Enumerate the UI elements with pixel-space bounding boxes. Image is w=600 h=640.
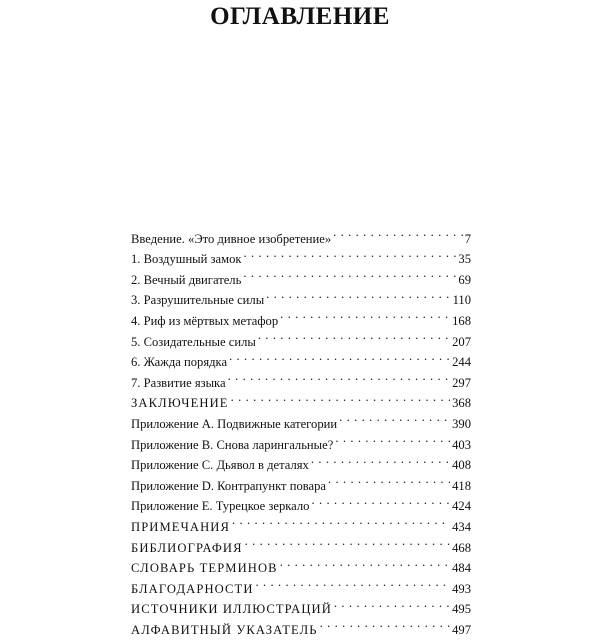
toc-entry-title: 1. Воздушный замок (131, 252, 242, 267)
toc-entry-page-number: 424 (452, 499, 471, 514)
toc-entry-page-number: 168 (452, 313, 471, 328)
toc-dot-leader (229, 346, 450, 367)
page-title: ОГЛАВЛЕНИЕ (210, 3, 390, 30)
toc-dot-leader (256, 572, 451, 593)
toc-dot-leader (243, 263, 456, 284)
toc-entry-title: БИБЛИОГРАФИЯ (131, 540, 243, 555)
toc-entry-page-number: 7 (464, 231, 471, 246)
toc-entry-title: ИСТОЧНИКИ ИЛЛЮСТРАЦИЙ (131, 602, 332, 617)
toc-entry-page-number: 484 (452, 561, 471, 576)
toc-entry-title: 6. Жажда порядка (131, 355, 228, 370)
toc-dot-leader (280, 552, 450, 573)
toc-entry-title: 2. Вечный двигатель (131, 272, 242, 287)
toc-entry-page-number: 495 (452, 602, 471, 617)
toc-entry-title: СЛОВАРЬ ТЕРМИНОВ (131, 561, 278, 576)
toc-dot-leader (311, 449, 450, 470)
toc-entry-page-number: 297 (452, 375, 471, 390)
toc-dot-leader (339, 407, 450, 428)
toc-dot-leader (258, 325, 450, 346)
toc-dot-leader (243, 243, 456, 264)
toc-entry-page-number: 468 (452, 540, 471, 555)
toc-entry-page-number: 110 (452, 293, 471, 308)
toc-entry-page-number: 69 (458, 272, 471, 287)
toc-entry[interactable] (131, 222, 471, 246)
toc-entry-title: 7. Развитие языка (131, 375, 226, 390)
toc-entry-page-number: 418 (452, 478, 471, 493)
toc-dot-leader (280, 304, 450, 325)
toc-dot-leader (328, 469, 450, 490)
toc-dot-leader (232, 510, 450, 531)
toc-entry-title: БЛАГОДАРНОСТИ (131, 581, 254, 596)
toc-entry-title: 4. Риф из мёртвых метафор (131, 313, 279, 328)
toc-entry-page-number: 35 (458, 252, 471, 267)
toc-dot-leader (311, 490, 450, 511)
toc-entry-title: Приложение C. Дьявол в деталях (131, 458, 309, 473)
toc-entry-page-number: 368 (452, 396, 471, 411)
toc-dot-leader (266, 284, 450, 305)
toc-entry-page-number: 497 (452, 622, 471, 637)
toc-dot-leader (228, 366, 451, 387)
toc-entry-title: Приложение D. Контрапункт повара (131, 478, 326, 493)
toc-entry-title: ЗАКЛЮЧЕНИЕ (131, 396, 229, 411)
toc-entry-title: ПРИМЕЧАНИЯ (131, 519, 230, 534)
toc-dot-leader (333, 222, 463, 243)
toc-entry-page-number: 390 (452, 416, 471, 431)
toc-entry-title: АЛФАВИТНЫЙ УКАЗАТЕЛЬ (131, 622, 318, 637)
toc-entry-page-number: 207 (452, 334, 471, 349)
toc-entry-title: Приложение A. Подвижные категории (131, 416, 338, 431)
toc-entry-page-number: 434 (452, 519, 471, 534)
toc-entry-page-number: 408 (452, 458, 471, 473)
toc-dot-leader (320, 613, 450, 634)
table-of-contents (131, 222, 471, 637)
toc-entry-page-number: 244 (452, 355, 471, 370)
toc-dot-leader (231, 387, 451, 408)
toc-entry-title: Введение. «Это дивное изобретение» (131, 231, 332, 246)
toc-entry-title: Приложение E. Турецкое зеркало (131, 499, 310, 514)
toc-dot-leader (334, 593, 450, 614)
toc-entry-title: 3. Разрушительные силы (131, 293, 265, 308)
toc-entry-title: Приложение B. Снова ларингальные? (131, 437, 334, 452)
toc-entry-page-number: 403 (452, 437, 471, 452)
toc-dot-leader (335, 428, 450, 449)
toc-entry-title: 5. Созидательные силы (131, 334, 256, 349)
toc-dot-leader (245, 531, 451, 552)
toc-entry-page-number: 493 (452, 581, 471, 596)
